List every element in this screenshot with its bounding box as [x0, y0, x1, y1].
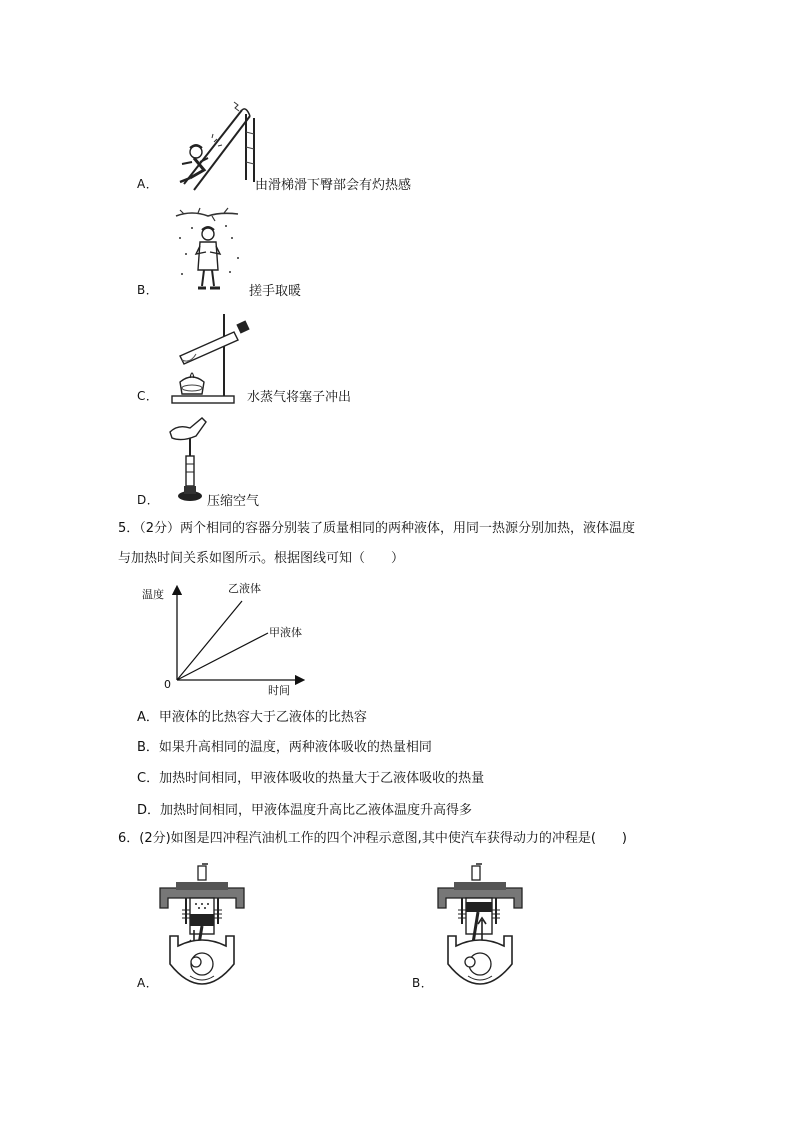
q5-stem-line2: 与加热时间关系如图所示。根据图线可知（ ） — [118, 551, 405, 566]
q5-option-d — [137, 799, 472, 818]
option-a-letter: A． — [137, 177, 159, 191]
option-a-text: 由滑梯滑下臀部会有灼热感 — [255, 178, 412, 193]
q5-option-b — [137, 736, 432, 755]
q5-option-c-letter: C． — [137, 771, 160, 786]
series-line-jia — [177, 633, 268, 680]
option-d-text: 压缩空气 — [207, 494, 260, 509]
temperature-time-graph — [140, 578, 310, 698]
q6-stem: 6．(2分)如图是四冲程汽油机工作的四个冲程示意图,其中使汽车获得动力的冲程是( ) — [118, 831, 627, 846]
engine-stroke-b-illustration — [434, 864, 526, 988]
series-label-yi: 乙液体 — [228, 582, 261, 595]
origin-label: 0 — [164, 678, 171, 691]
option-c-letter: C． — [137, 389, 159, 403]
q5-stem-line1: 5．（2分）两个相同的容器分别装了质量相同的两种液体，用同一热源分别加热，液体温度 — [118, 521, 636, 536]
series-label-jia: 甲液体 — [269, 626, 302, 639]
q5-option-c-text: 加热时间相同，甲液体吸收的热量大于乙液体吸收的热量 — [159, 771, 485, 786]
option-b-text: 搓手取暖 — [249, 284, 302, 299]
test-tube-steam-illustration — [168, 310, 254, 406]
option-c-text: 水蒸气将塞子冲出 — [247, 390, 352, 405]
q5-option-d-text: 加热时间相同，甲液体温度升高比乙液体温度升高得多 — [160, 803, 473, 818]
q5-option-a-letter: A． — [137, 710, 159, 725]
rubbing-hands-illustration — [172, 208, 248, 294]
q6-option-b-letter: B． — [412, 976, 434, 990]
y-axis-label: 温度 — [142, 588, 164, 601]
option-b-letter: B． — [137, 283, 159, 297]
q5-option-d-letter: D． — [137, 803, 161, 818]
air-compression-illustration — [168, 414, 210, 504]
q6-option-a-letter: A． — [137, 976, 159, 990]
q5-option-b-letter: B． — [137, 740, 159, 755]
x-axis-label: 时间 — [268, 684, 290, 697]
q5-option-a — [137, 706, 367, 725]
series-line-yi — [177, 601, 242, 680]
option-d-letter: D． — [137, 493, 160, 507]
engine-stroke-a-illustration — [156, 864, 248, 988]
slide-illustration — [172, 102, 260, 194]
q5-option-b-text: 如果升高相同的温度，两种液体吸收的热量相同 — [158, 740, 432, 755]
q5-option-c — [137, 767, 484, 786]
q5-option-a-text: 甲液体的比热容大于乙液体的比热容 — [158, 710, 367, 725]
